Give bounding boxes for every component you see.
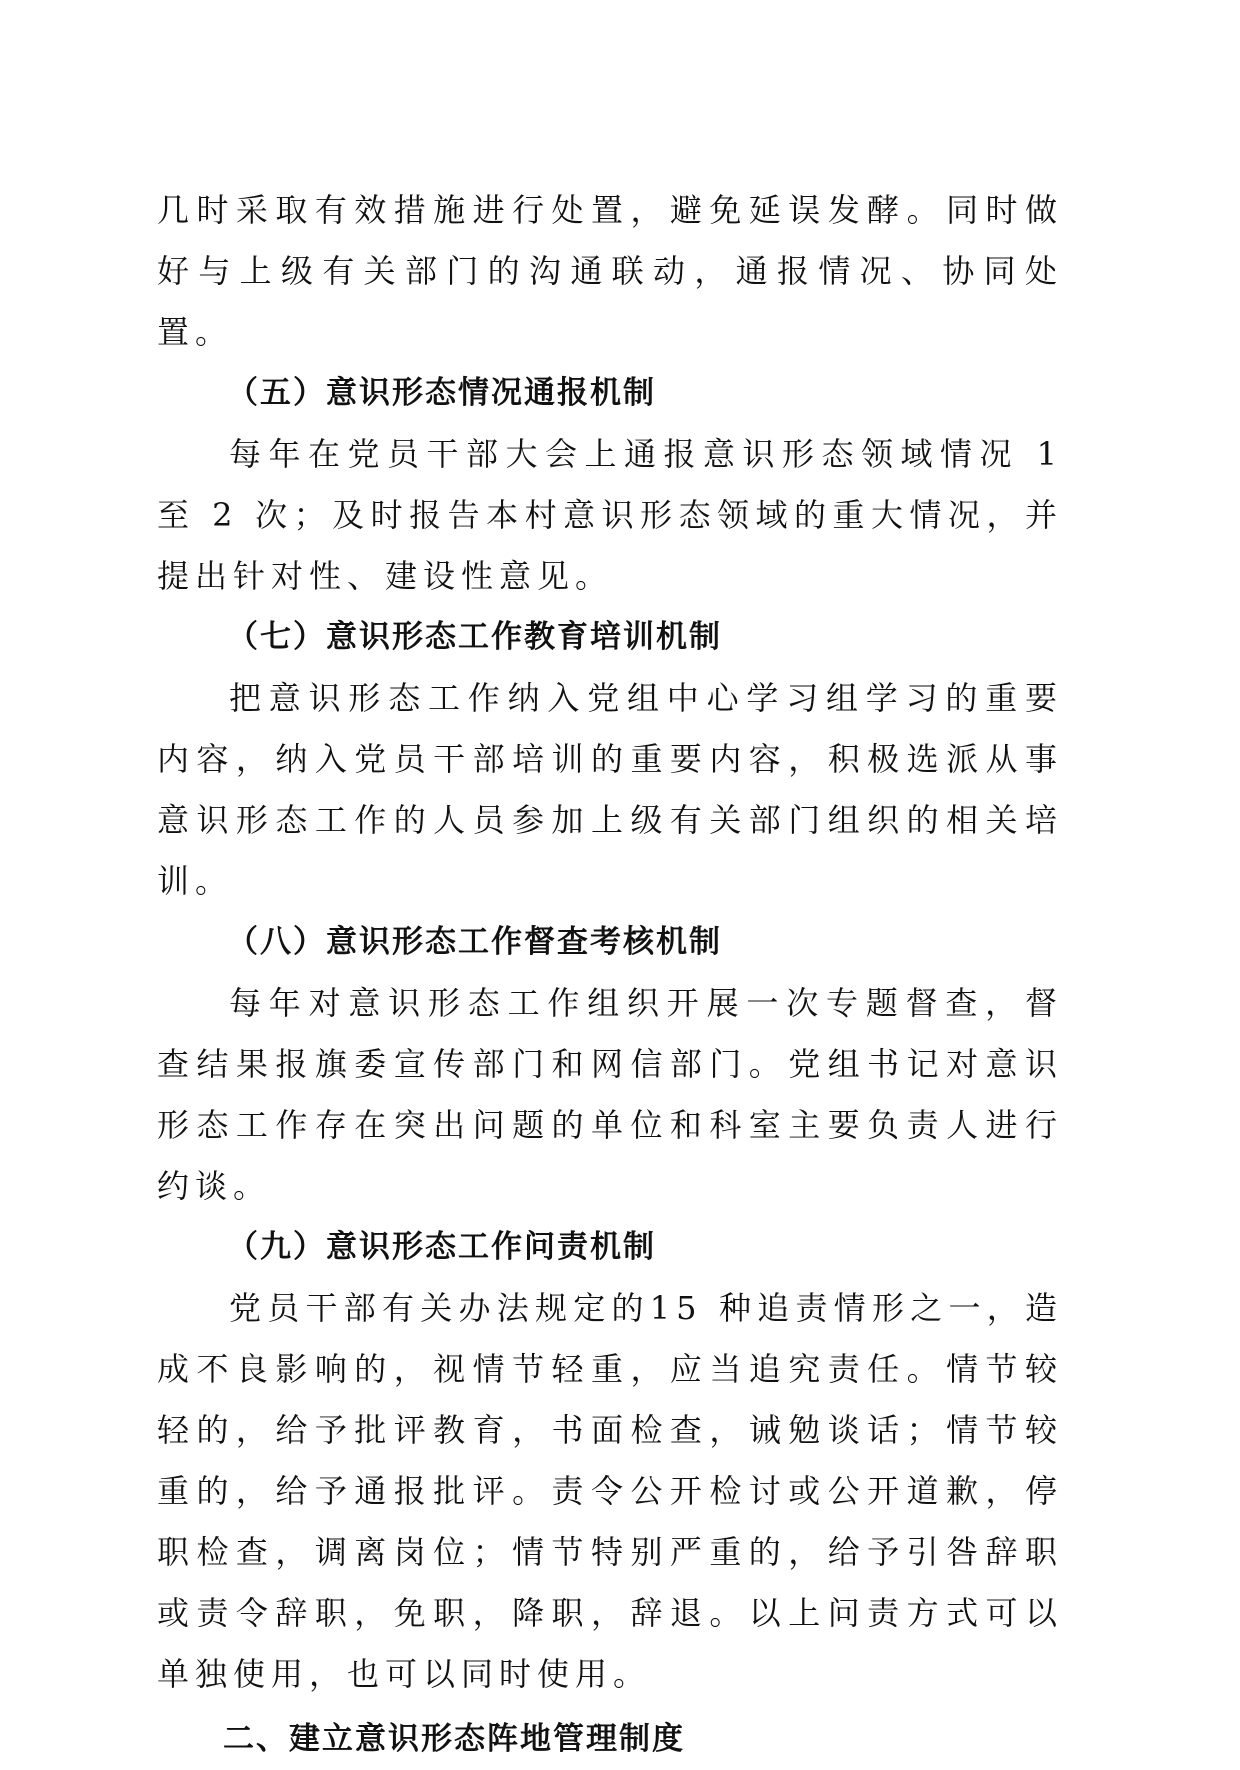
paragraph-inspection-mechanism: 每年对意识形态工作组织开展一次专题督查，督查结果报旗委宣传部门和网信部门。党组书记对意识形态工作存在突出问题的单位和科室主要负责人进行约谈。	[157, 984, 1063, 1205]
section-heading-position-management: 二、建立意识形态阵地管理制度	[223, 1721, 685, 1757]
paragraph-notification-mechanism: 每年在党员干部大会上通报意识形态领域情况 1 至 2 次；及时报告本村意识形态领域的重大情况，并提出针对性、建设性意见。	[157, 435, 1063, 595]
heading-notification-mechanism: （五）意识形态情况通报机制	[227, 375, 656, 411]
paragraph-accountability-mechanism: 党员干部有关办法规定的15 种追责情形之一，造成不良影响的，视情节轻重，应当追究责任。情节较轻的，给予批评教育，书面检查，诫勉谈话；情节较重的，给予通报批评。责令公开检讨或公开道歉，停职检查，调离岗位；情节特别严重的，给予引咎辞职或责令辞职，免职，降职，辞退。以上问责方式可以单独使用，也可以同时使用。	[157, 1289, 1063, 1693]
heading-inspection-mechanism: （八）意识形态工作督查考核机制	[227, 924, 722, 960]
document-body	[157, 180, 1063, 1770]
heading-training-mechanism: （七）意识形态工作教育培训机制	[227, 619, 722, 655]
paragraph-continuation: 几时采取有效措施进行处置，避免延误发酵。同时做好与上级有关部门的沟通联动，通报情况、协同处置。	[157, 191, 1063, 351]
paragraph-training-mechanism: 把意识形态工作纳入党组中心学习组学习的重要内容，纳入党员干部培训的重要内容，积极选派从事意识形态工作的人员参加上级有关部门组织的相关培训。	[157, 679, 1063, 900]
heading-accountability-mechanism: （九）意识形态工作问责机制	[227, 1229, 656, 1265]
